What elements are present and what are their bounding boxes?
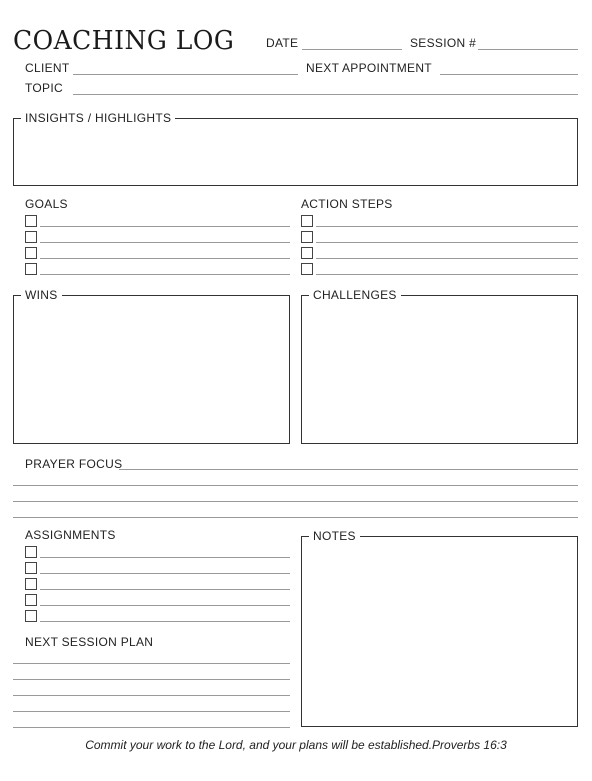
goal-line[interactable] <box>40 274 290 275</box>
next-session-plan-line[interactable] <box>13 727 290 728</box>
action-step-line[interactable] <box>316 226 578 227</box>
prayer-focus-line[interactable] <box>13 485 578 486</box>
action-step-checkbox[interactable] <box>301 215 313 227</box>
action-steps-label: ACTION STEPS <box>301 197 393 211</box>
action-step-checkbox[interactable] <box>301 263 313 275</box>
action-step-checkbox[interactable] <box>301 247 313 259</box>
date-label: DATE <box>266 36 299 50</box>
challenges-label: CHALLENGES <box>309 288 401 302</box>
action-step-line[interactable] <box>316 258 578 259</box>
assignment-checkbox[interactable] <box>25 578 37 590</box>
topic-field[interactable] <box>73 94 578 95</box>
goal-checkbox[interactable] <box>25 247 37 259</box>
goal-line[interactable] <box>40 226 290 227</box>
assignment-line[interactable] <box>40 589 290 590</box>
goal-line[interactable] <box>40 242 290 243</box>
next-session-plan-line[interactable] <box>13 663 290 664</box>
next-appointment-label: NEXT APPOINTMENT <box>306 61 432 75</box>
action-step-line[interactable] <box>316 274 578 275</box>
topic-label: TOPIC <box>25 81 63 95</box>
footer-quote: Commit your work to the Lord, and your plans will be established.Proverbs 16:3 <box>85 738 507 752</box>
assignment-line[interactable] <box>40 605 290 606</box>
session-number-field[interactable] <box>478 49 578 50</box>
assignment-checkbox[interactable] <box>25 546 37 558</box>
notes-label: NOTES <box>309 529 360 543</box>
insights-box[interactable] <box>13 111 578 186</box>
goal-line[interactable] <box>40 258 290 259</box>
next-session-plan-line[interactable] <box>13 711 290 712</box>
challenges-box[interactable] <box>301 288 578 444</box>
next-session-plan-line[interactable] <box>13 695 290 696</box>
insights-label: INSIGHTS / HIGHLIGHTS <box>21 111 175 125</box>
prayer-focus-line[interactable] <box>13 501 578 502</box>
assignment-line[interactable] <box>40 621 290 622</box>
next-session-plan-line[interactable] <box>13 679 290 680</box>
page-title: COACHING LOG <box>13 25 235 56</box>
goals-label: GOALS <box>25 197 68 211</box>
client-field[interactable] <box>73 74 298 75</box>
notes-box[interactable] <box>301 529 578 727</box>
wins-box[interactable] <box>13 288 290 444</box>
action-step-checkbox[interactable] <box>301 231 313 243</box>
assignments-label: ASSIGNMENTS <box>25 528 116 542</box>
assignment-checkbox[interactable] <box>25 562 37 574</box>
goal-checkbox[interactable] <box>25 263 37 275</box>
wins-label: WINS <box>21 288 62 302</box>
action-step-line[interactable] <box>316 242 578 243</box>
next-session-plan-label: NEXT SESSION PLAN <box>25 635 154 649</box>
next-appointment-field[interactable] <box>440 74 578 75</box>
assignment-checkbox[interactable] <box>25 594 37 606</box>
goal-checkbox[interactable] <box>25 231 37 243</box>
assignment-line[interactable] <box>40 573 290 574</box>
goal-checkbox[interactable] <box>25 215 37 227</box>
assignment-checkbox[interactable] <box>25 610 37 622</box>
prayer-focus-label: PRAYER FOCUS <box>25 457 123 471</box>
client-label: CLIENT <box>25 61 70 75</box>
session-number-label: SESSION # <box>410 36 477 50</box>
prayer-focus-line[interactable] <box>13 517 578 518</box>
date-field[interactable] <box>302 49 402 50</box>
prayer-focus-line[interactable] <box>119 469 578 470</box>
assignment-line[interactable] <box>40 557 290 558</box>
